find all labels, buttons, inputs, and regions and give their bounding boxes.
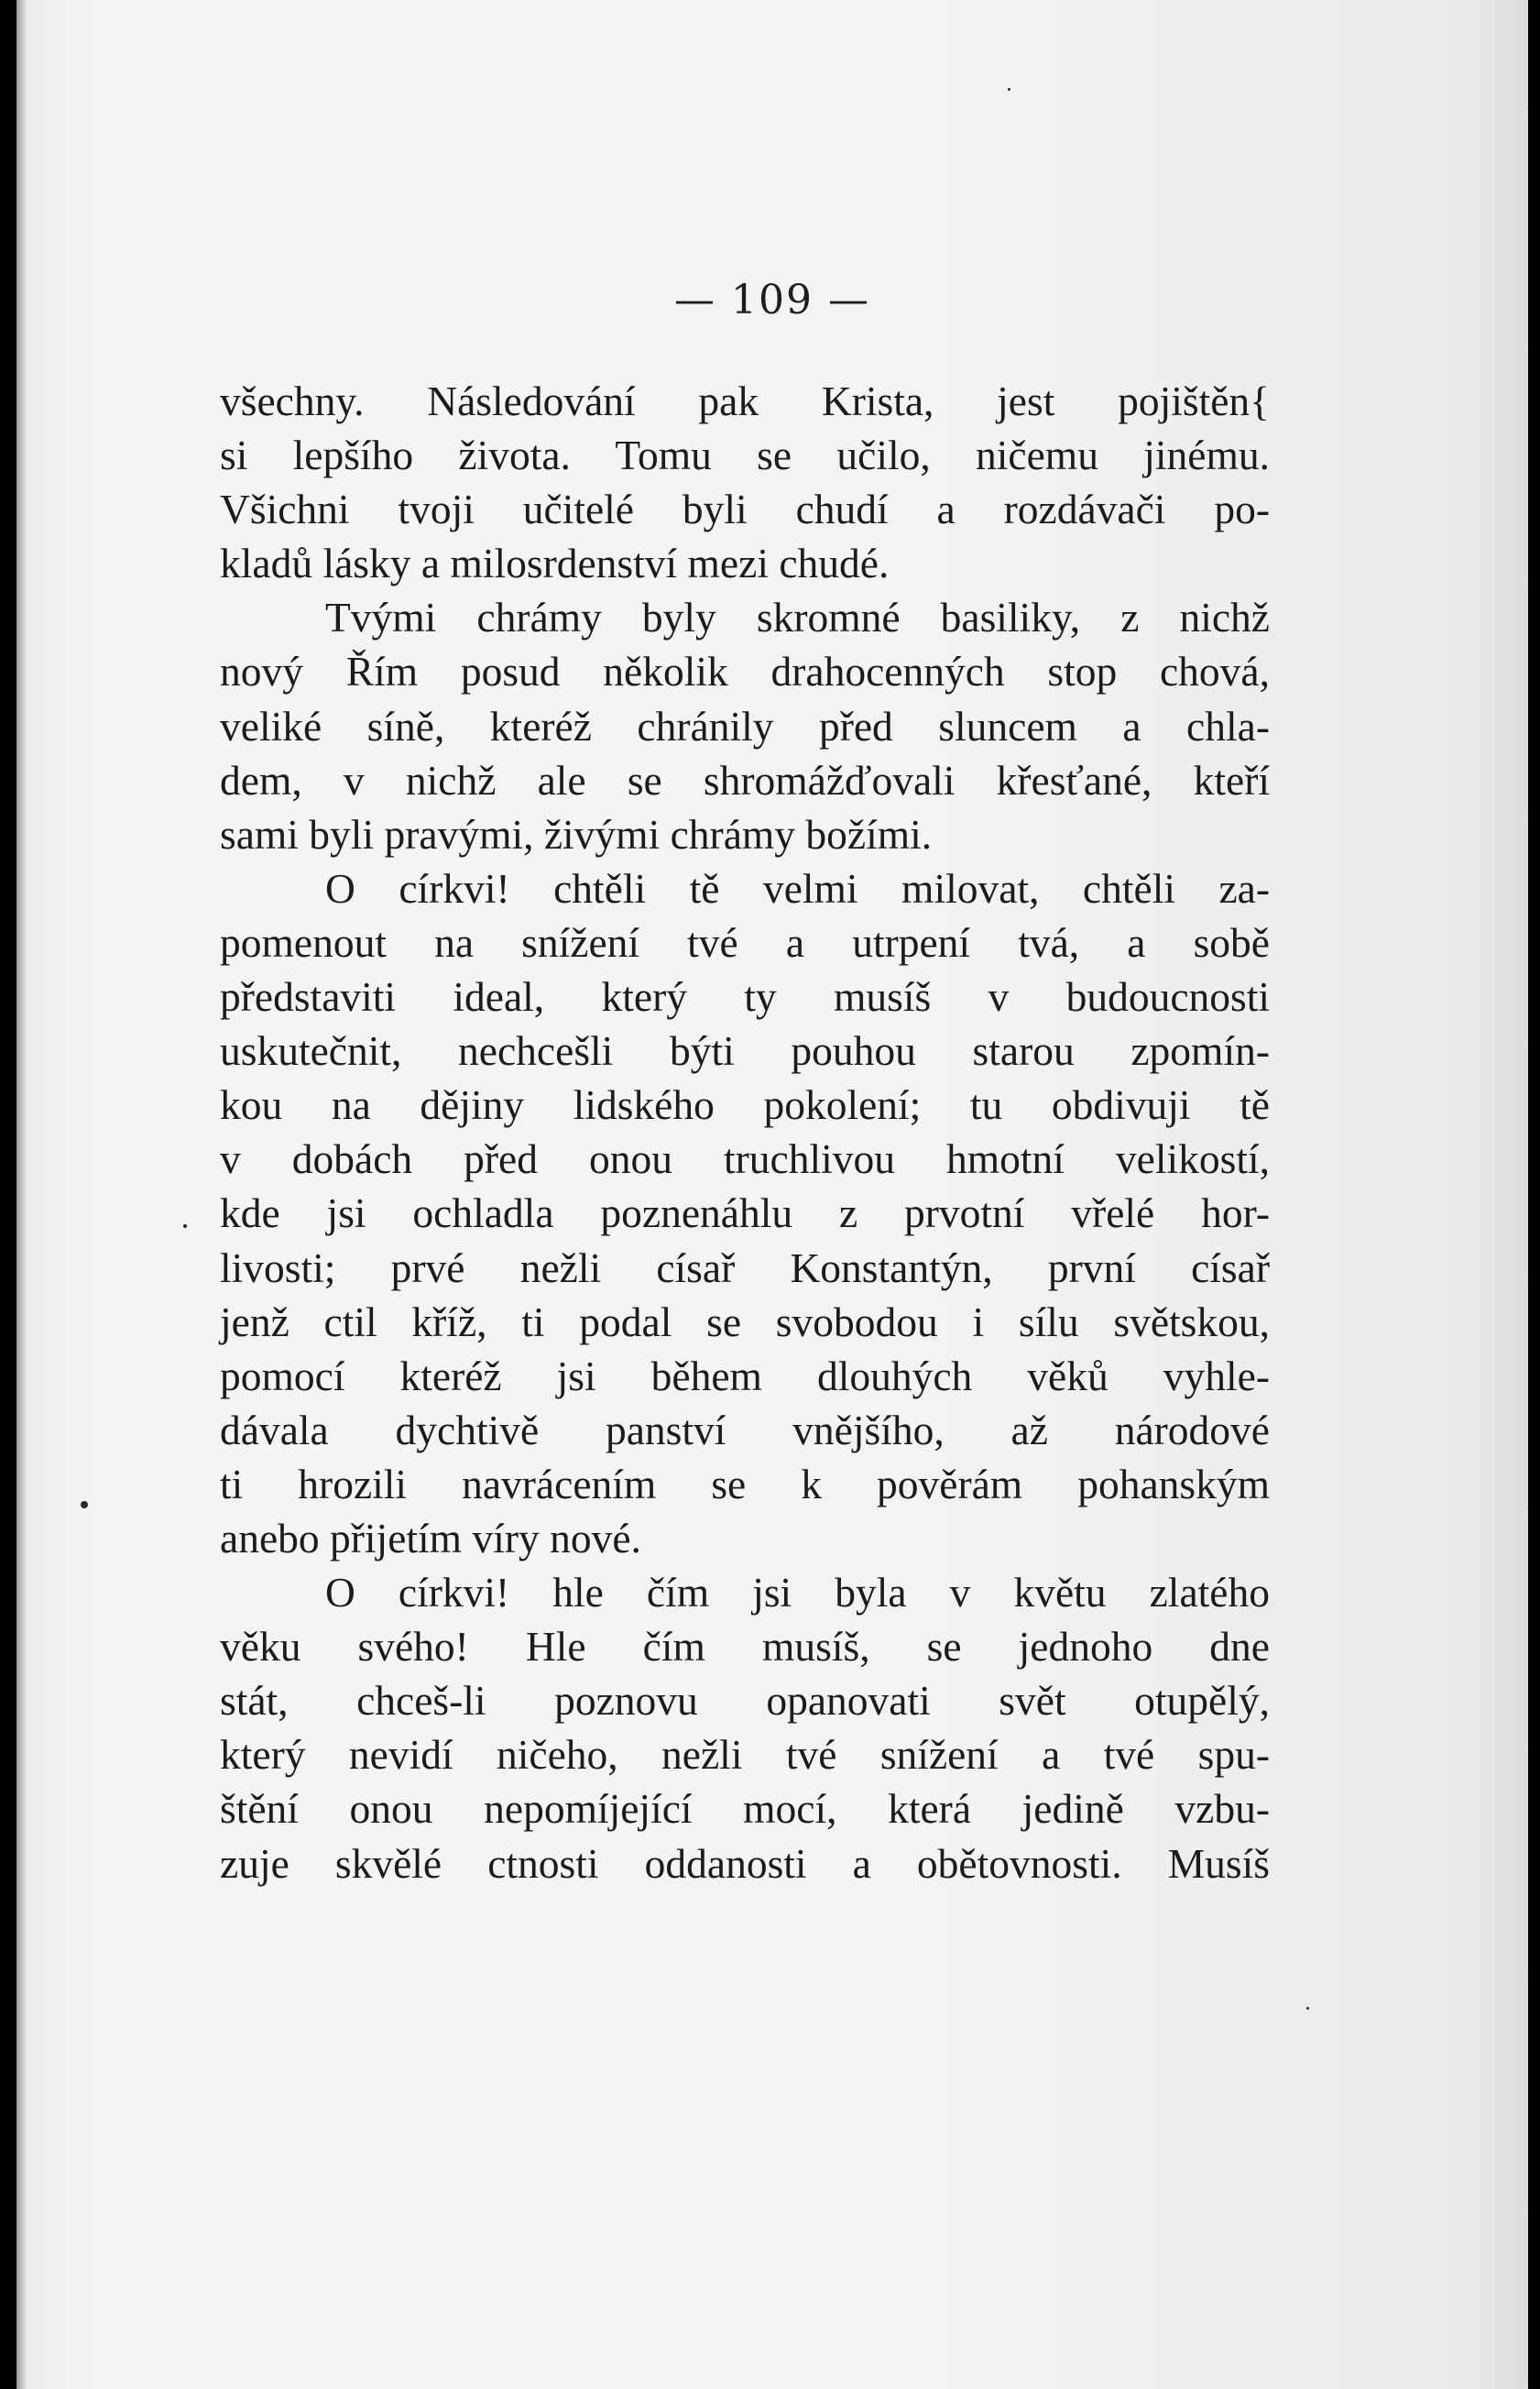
- text-line: O církvi! hle čím jsi byla v květu zlatého: [325, 1569, 1270, 1616]
- text-line: jenž ctil kříž, ti podal se svobodou i sílu světskou,: [220, 1298, 1270, 1345]
- text-line: Tvými chrámy byly skromné basiliky, z nichž: [325, 594, 1270, 641]
- ink-speck: [1008, 88, 1010, 91]
- text-line: O církvi! chtěli tě velmi milovat, chtěli za-: [325, 864, 1270, 912]
- ink-speck: [1306, 2007, 1309, 2010]
- text-line: si lepšího života. Tomu se učilo, ničemu jinému.: [220, 432, 1270, 479]
- text-line: ti hrozili navrácením se k pověrám pohanským: [220, 1460, 1270, 1507]
- text-line: dávala dychtivě panství vnějšího, až národové: [220, 1406, 1270, 1453]
- text-line: veliké síně, kteréž chránily před sluncem a chla-: [220, 702, 1270, 750]
- text-line: pomenout na snížení tvé a utrpení tvá, a sobě: [220, 918, 1270, 966]
- text-line: kde jsi ochladla poznenáhlu z prvotní vřelé hor-: [220, 1189, 1270, 1237]
- text-line: dem, v nichž ale se shromážďovali křesťané, kteří: [220, 756, 1270, 804]
- text-line: sami byli pravými, živými chrámy božími.: [220, 810, 933, 858]
- text-line: zuje skvělé ctnosti oddanosti a obětovnosti. Musíš: [220, 1839, 1270, 1887]
- book-page: [16, 0, 1528, 2389]
- gutter-shadow: [16, 0, 27, 2389]
- text-line: kladů lásky a milosrdenství mezi chudé.: [220, 540, 890, 587]
- text-line: stát, chceš-li poznovu opanovati svět otupělý,: [220, 1677, 1270, 1725]
- text-line: Všichni tvoji učitelé byli chudí a rozdávači po-: [220, 486, 1270, 533]
- text-line: pomocí kteréž jsi během dlouhých věků vyhle-: [220, 1352, 1270, 1399]
- text-line: kou na dějiny lidského pokolení; tu obdivuji tě: [220, 1081, 1270, 1129]
- body-text: [220, 374, 1270, 1890]
- text-line: anebo přijetím víry nové.: [220, 1514, 641, 1562]
- ink-speck: [183, 1224, 187, 1228]
- text-line: uskutečnit, nechcešli býti pouhou starou zpomín-: [220, 1027, 1270, 1075]
- text-line: který nevidí ničeho, nežli tvé snížení a tvé spu-: [220, 1731, 1270, 1779]
- ink-speck: [81, 1501, 88, 1508]
- text-line: věku svého! Hle čím musíš, se jednoho dne: [220, 1623, 1270, 1671]
- text-line: všechny. Následování pak Krista, jest pojištěn{: [220, 378, 1270, 424]
- text-line: nový Řím posud několik drahocenných stop chová,: [220, 648, 1270, 696]
- page-number: — 109 —: [674, 277, 870, 323]
- text-line: štění onou nepomíjející mocí, která jedině vzbu-: [220, 1785, 1270, 1833]
- text-line: představiti ideal, který ty musíš v budoucnosti: [220, 973, 1270, 1021]
- text-line: v dobách před onou truchlivou hmotní velikostí,: [220, 1135, 1270, 1183]
- text-line: livosti; prvé nežli císař Konstantýn, první císař: [220, 1244, 1270, 1291]
